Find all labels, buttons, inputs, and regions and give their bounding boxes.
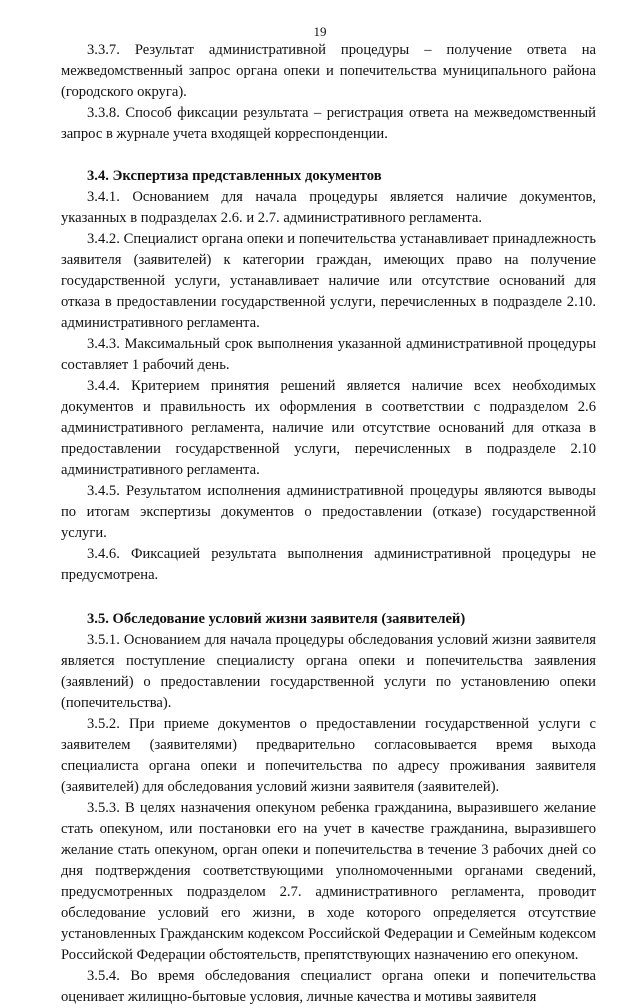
section-heading-3-4: 3.4. Экспертиза представленных документов: [87, 168, 382, 184]
paragraph-3-4-3: 3.4.3. Максимальный срок выполнения указанной административной процедуры составляет 1 рабочий день.: [61, 336, 596, 373]
paragraph-3-4-5: 3.4.5. Результатом исполнения административной процедуры являются выводы по итогам экспертизы документов о предоставлении (отказе) государственной услуги.: [61, 483, 596, 541]
paragraph-spacer: [61, 145, 596, 166]
paragraph-3-5-3: 3.5.3. В целях назначения опекуном ребенка гражданина, выразившего желание стать опекуном, или постановки его на учет в качестве гражданина, выразившего желание стать опекуном, орган опеки и попечительства в течение 3 рабочих дней со дня подтверждения соответствующими уполномоченными органами сведений, предусмотренных подразделом 2.7. административного регламента, проводит обследование условий его жизни, в ходе которого определяется отсутствие установленных Гражданским кодексом Российской Федерации и Семейным кодексом Российской Федерации обстоятельств, препятствующих назначению его опекуном.: [61, 800, 596, 963]
paragraph-spacer: [61, 586, 596, 609]
paragraph-3-4-1: 3.4.1. Основанием для начала процедуры является наличие документов, указанных в подразделах 2.6. и 2.7. административного регламента.: [61, 189, 596, 226]
paragraph-3-5-1: 3.5.1. Основанием для начала процедуры обследования условий жизни заявителя является поступление специалисту органа опеки и попечительства заявления (заявлений) о предоставлении государственной услуги по установлению опеки (попечительства).: [61, 632, 596, 711]
paragraph-3-4-4: 3.4.4. Критерием принятия решений является наличие всех необходимых документов и правильность их оформления в соответствии с подразделом 2.6 административного регламента, наличие или отсутствие оснований для отказа в предоставлении государственной услуги, перечисленных в подразделе 2.10 административного регламента.: [61, 378, 596, 478]
page-number: 19: [313, 24, 327, 39]
paragraph-3-3-8: 3.3.8. Способ фиксации результата – регистрация ответа на межведомственный запрос в журнале учета входящей корреспонденции.: [61, 105, 596, 142]
document-body: [61, 40, 596, 1008]
section-heading-3-5: 3.5. Обследование условий жизни заявителя (заявителей): [87, 611, 466, 627]
paragraph-3-3-7: 3.3.7. Результат административной процедуры – получение ответа на межведомственный запрос органа опеки и попечительства муниципального района (городского округа).: [61, 42, 596, 100]
paragraph-3-4-2: 3.4.2. Специалист органа опеки и попечительства устанавливает принадлежность заявителя (заявителей) к категории граждан, имеющих право на получение государственной услуги, устанавливает наличие или отсутствие оснований для отказа в предоставлении государственной услуги, перечисленных в подразделе 2.10. административного регламента.: [61, 231, 596, 331]
paragraph-3-5-2: 3.5.2. При приеме документов о предоставлении государственной услуги с заявителем (заявителями) предварительно согласовывается время выхода специалиста органа опеки и попечительства по адресу проживания заявителя (заявителей) для обследования условий жизни заявителя (заявителей).: [61, 716, 596, 795]
paragraph-3-5-4: 3.5.4. Во время обследования специалист органа опеки и попечительства оценивает жилищно-бытовые условия, личные качества и мотивы заявителя: [61, 968, 596, 1005]
paragraph-3-4-6: 3.4.6. Фиксацией результата выполнения административной процедуры не предусмотрена.: [61, 546, 596, 583]
